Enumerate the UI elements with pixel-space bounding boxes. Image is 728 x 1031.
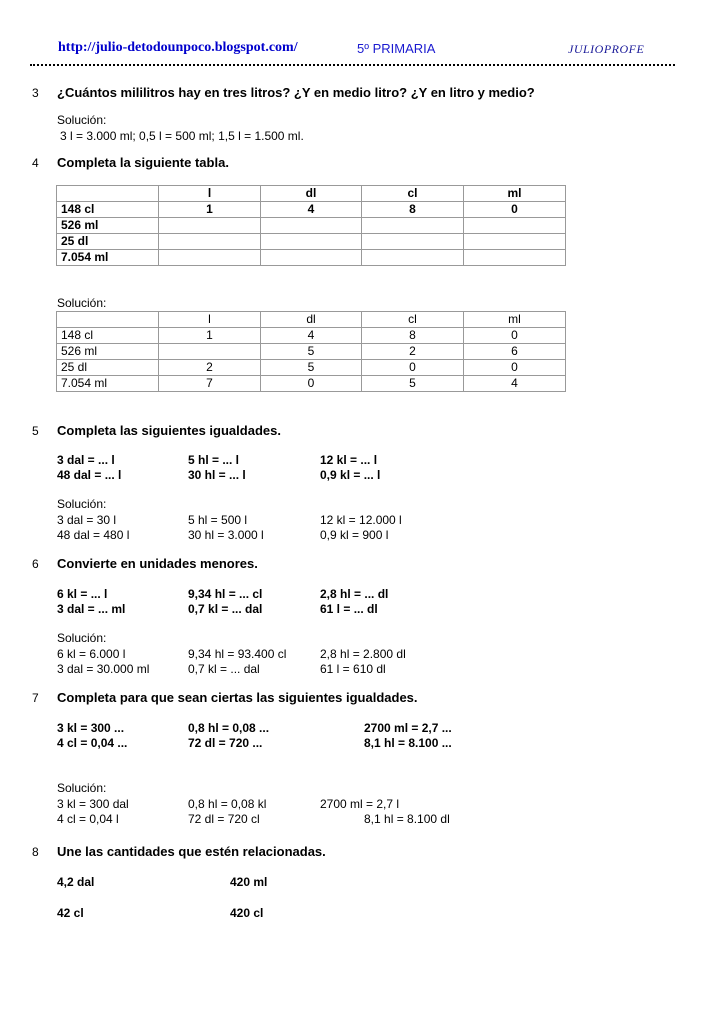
table-cell: 0 (464, 360, 566, 376)
table-row (57, 344, 566, 360)
question-4-text: Completa la siguiente tabla. (57, 155, 229, 170)
solution-item: 0,8 hl = 0,08 kl (188, 797, 267, 811)
solution-table (56, 311, 566, 392)
solution-item: 0,9 kl = 900 l (320, 528, 389, 542)
table-cell (464, 218, 566, 234)
table-row (57, 234, 566, 250)
exercise-item: 9,34 hl = ... cl (188, 587, 263, 601)
table-cell (159, 250, 261, 266)
question-number-7: 7 (32, 691, 39, 705)
table-cell (362, 234, 464, 250)
match-item-left: 42 cl (57, 906, 84, 920)
solution-label-6: Solución: (57, 631, 107, 645)
table-header-cell: cl (362, 186, 464, 202)
exercise-item: 0,9 kl = ... l (320, 468, 381, 482)
question-6-text: Convierte en unidades menores. (57, 556, 258, 571)
table-header-cell: dl (261, 312, 362, 328)
solution-item: 61 l = 610 dl (320, 662, 386, 676)
exercise-item: 61 l = ... dl (320, 602, 378, 616)
table-row (57, 360, 566, 376)
question-5-text: Completa las siguientes igualdades. (57, 423, 281, 438)
solution-label-4: Solución: (57, 296, 107, 310)
table-row (57, 376, 566, 392)
table-cell: 0 (464, 328, 566, 344)
solution-label-5: Solución: (57, 497, 107, 511)
table-row (57, 250, 566, 266)
table-row (57, 328, 566, 344)
table-cell: 2 (159, 360, 261, 376)
exercise-item: 3 dal = ... ml (57, 602, 126, 616)
solution-item: 3 dal = 30 l (57, 513, 117, 527)
exercise-item: 0,8 hl = 0,08 ... (188, 721, 270, 735)
table-cell (159, 344, 261, 360)
table-cell (362, 250, 464, 266)
question-number-6: 6 (32, 557, 39, 571)
exercise-item: 3 kl = 300 ... (57, 721, 125, 735)
table-header-row (57, 312, 566, 328)
solution-item: 4 cl = 0,04 l (57, 812, 119, 826)
solution-3-text: 3 l = 3.000 ml; 0,5 l = 500 ml; 1,5 l = 1.500 ml. (60, 129, 304, 143)
exercise-item: 8,1 hl = 8.100 ... (364, 736, 452, 750)
solution-item: 9,34 hl = 93.400 cl (188, 647, 287, 661)
table-cell (464, 234, 566, 250)
table-header-cell: cl (362, 312, 464, 328)
exercise-item: 5 hl = ... l (188, 453, 240, 467)
exercise-item: 2700 ml = 2,7 ... (364, 721, 452, 735)
solution-item: 48 dal = 480 l (57, 528, 130, 542)
conversion-table (56, 185, 566, 266)
table-header-cell (57, 186, 159, 202)
table-cell: 4 (261, 328, 362, 344)
solution-item: 72 dl = 720 cl (188, 812, 260, 826)
solution-label-7: Solución: (57, 781, 107, 795)
table-cell: 0 (261, 376, 362, 392)
exercise-item: 0,7 kl = ... dal (188, 602, 263, 616)
exercise-item: 2,8 hl = ... dl (320, 587, 389, 601)
table-cell: 526 ml (57, 218, 159, 234)
header-grade: 5º PRIMARIA (357, 41, 436, 56)
table-cell: 5 (261, 344, 362, 360)
table-header-cell (57, 312, 159, 328)
table-cell: 6 (464, 344, 566, 360)
table-cell (261, 250, 362, 266)
exercise-item: 4 cl = 0,04 ... (57, 736, 128, 750)
table-header-cell: dl (261, 186, 362, 202)
table-cell: 1 (159, 202, 261, 218)
exercise-item: 3 dal = ... l (57, 453, 115, 467)
solution-item: 2700 ml = 2,7 l (320, 797, 400, 811)
question-7-text: Completa para que sean ciertas las siguientes igualdades. (57, 690, 418, 705)
table-cell: 2 (362, 344, 464, 360)
solution-item: 3 dal = 30.000 ml (57, 662, 150, 676)
table-cell (464, 250, 566, 266)
solution-item: 2,8 hl = 2.800 dl (320, 647, 406, 661)
question-3-text: ¿Cuántos mililitros hay en tres litros? ¿Y en medio litro? ¿Y en litro y medio? (57, 85, 535, 100)
solution-item: 0,7 kl = ... dal (188, 662, 260, 676)
match-item-right: 420 cl (230, 906, 264, 920)
table-cell: 7.054 ml (57, 376, 159, 392)
question-number-5: 5 (32, 424, 39, 438)
solution-item: 8,1 hl = 8.100 dl (364, 812, 450, 826)
question-number-3: 3 (32, 86, 39, 100)
match-item-right: 420 ml (230, 875, 268, 889)
table-header-row (57, 186, 566, 202)
match-item-left: 4,2 dal (57, 875, 95, 889)
table-cell (261, 234, 362, 250)
exercise-item: 12 kl = ... l (320, 453, 378, 467)
table-cell: 8 (362, 202, 464, 218)
table-cell: 25 dl (57, 360, 159, 376)
table-cell: 7 (159, 376, 261, 392)
header-url: http://julio-detodounpoco.blogspot.com/ (58, 40, 298, 55)
table-cell: 526 ml (57, 344, 159, 360)
exercise-item: 48 dal = ... l (57, 468, 122, 482)
table-cell: 4 (464, 376, 566, 392)
exercise-item: 72 dl = 720 ... (188, 736, 263, 750)
solution-label-3: Solución: (57, 113, 107, 127)
exercise-item: 6 kl = ... l (57, 587, 108, 601)
table-cell: 7.054 ml (57, 250, 159, 266)
table-cell (159, 234, 261, 250)
table-cell (261, 218, 362, 234)
solution-item: 6 kl = 6.000 l (57, 647, 126, 661)
header-author: JULIOPROFE (568, 42, 645, 56)
table-row (57, 218, 566, 234)
table-cell: 8 (362, 328, 464, 344)
table-cell (362, 218, 464, 234)
table-header-cell: ml (464, 312, 566, 328)
table-header-cell: l (159, 186, 261, 202)
table-cell: 1 (159, 328, 261, 344)
table-cell (159, 218, 261, 234)
solution-item: 3 kl = 300 dal (57, 797, 129, 811)
table-header-cell: l (159, 312, 261, 328)
solution-item: 30 hl = 3.000 l (188, 528, 264, 542)
solution-item: 5 hl = 500 l (188, 513, 248, 527)
table-cell: 0 (362, 360, 464, 376)
table-cell: 5 (261, 360, 362, 376)
table-cell: 25 dl (57, 234, 159, 250)
exercise-item: 30 hl = ... l (188, 468, 246, 482)
question-number-4: 4 (32, 156, 39, 170)
question-8-text: Une las cantidades que estén relacionadas. (57, 844, 326, 859)
table-cell: 148 cl (57, 328, 159, 344)
question-number-8: 8 (32, 845, 39, 859)
table-header-cell: ml (464, 186, 566, 202)
table-row (57, 202, 566, 218)
solution-item: 12 kl = 12.000 l (320, 513, 402, 527)
table-cell: 5 (362, 376, 464, 392)
table-cell: 4 (261, 202, 362, 218)
table-cell: 148 cl (57, 202, 159, 218)
table-cell: 0 (464, 202, 566, 218)
header-divider (30, 64, 675, 66)
